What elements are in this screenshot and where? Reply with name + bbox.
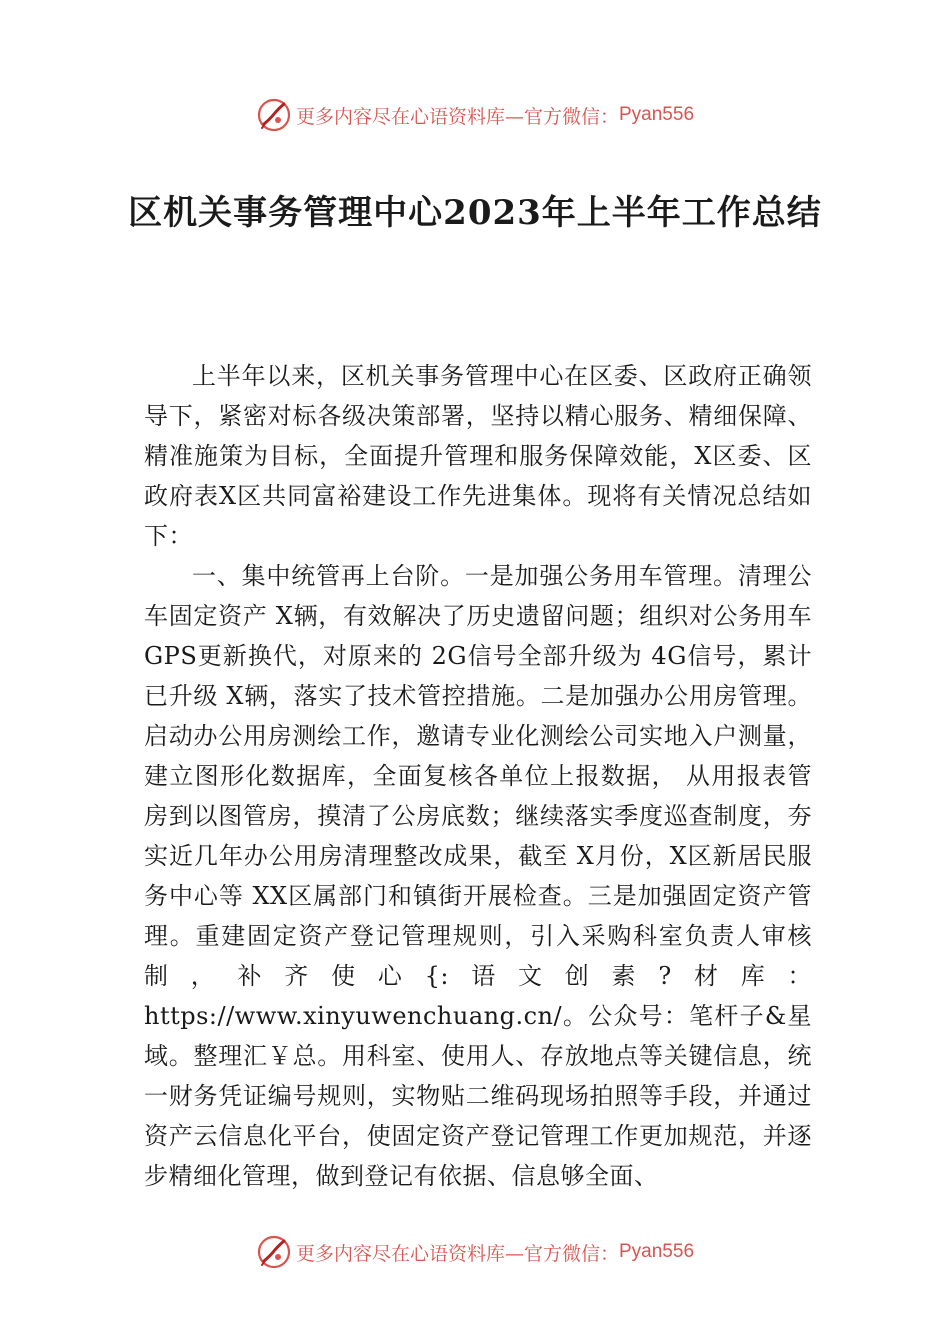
footer-banner — [0, 1230, 950, 1274]
pen-brush-logo-icon — [256, 97, 292, 133]
section-one-paragraph: 一、集中统管再上台阶。一是加强公务用车管理。清理公车固定资产 X辆，有效解决了历史遗留问题；组织对公务用车 GPS更新换代，对原来的 2G信号全部升级为 4G信号，累计已升级 X辆，落实了技术管控措施。二是加强办公用房管理。启动办公用房测绘工作，邀请专业化测绘公司实地入户测量，建立图形化数据库，全面复核各单位上报数据， 从用报表管房到以图管房，摸清了公房底数；继续落实季度巡查制度，夯实近几年办公用房清理整改成果，截至 X月份，X区新居民服务中心等 XX区属部门和镇街开展检查。三是加强固定资产管理。重建固定资产登记管理规则，引入采购科室负责人审核制，补齐使心{:语文创素?材库：https://www.xinyuwenchuang.cn/。公众号：笔杆子&星域。整理汇￥总。用科室、使用人、存放地点等关键信息，统一财务凭证编号规则，实物贴二维码现场拍照等手段，并通过资产云信息化平台，使固定资产登记管理工作更加规范，并逐步精细化管理，做到登记有依据、信息够全面、 — [144, 562, 812, 1190]
banner-text: 更多内容尽在心语资料库—官方微信： — [295, 1242, 619, 1265]
header-banner — [0, 93, 950, 137]
document-body — [144, 356, 812, 1196]
banner-text: 更多内容尽在心语资料库—官方微信： — [295, 105, 619, 128]
document-title: 区机关事务管理中心2023年上半年工作总结 — [128, 193, 822, 233]
banner-contact: Pyan556 — [619, 104, 695, 125]
pen-brush-logo-icon — [256, 1234, 292, 1270]
intro-paragraph: 上半年以来，区机关事务管理中心在区委、区政府正确领导下，紧密对标各级决策部署，坚持以精心服务、精细保障、精准施策为目标，全面提升管理和服务保障效能，X区委、区政府表X区共同富裕建设工作先进集体。现将有关情况总结如下： — [144, 362, 812, 550]
banner-contact: Pyan556 — [619, 1241, 695, 1262]
